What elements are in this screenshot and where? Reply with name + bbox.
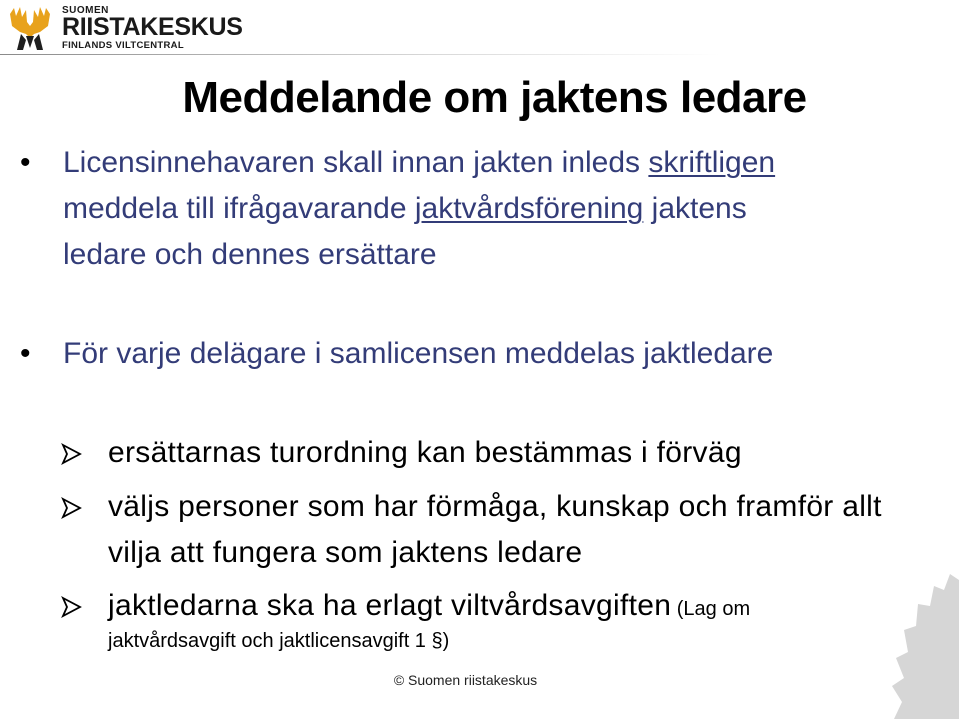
logo (4, 2, 244, 54)
subbullet-2-text: väljs personer som har förmåga, kunskap och framför allt vilja att fungera som jaktens ledare (108, 490, 882, 569)
slide-title: Meddelande om jaktens ledare (182, 73, 807, 122)
bullet-2-text: För varje delägare i samlicensen meddelas jaktledare (63, 337, 774, 370)
subbullet-3-law-reference: (Lag om (671, 598, 751, 620)
subbullet-3-text (108, 583, 948, 632)
bullet-1-part: meddela till ifrågavarande (63, 192, 415, 225)
bullet-1 (0, 140, 959, 324)
logo-top-text: SUOMEN (62, 5, 109, 16)
moose-antler-logo-icon (4, 4, 56, 52)
footer-text: © Suomen riistakeskus (393, 672, 538, 688)
bullet-2 (0, 331, 959, 423)
bullet-1-part: jaktens ledare och dennes ersättare (63, 192, 747, 271)
arrow-bullet-icon (60, 497, 82, 519)
bullet-1-underlined-jaktvardsforening: jaktvårdsförening (414, 192, 644, 225)
bullet-1-text (63, 140, 823, 278)
bullet-dot-icon: • (20, 337, 31, 370)
arrow-bullet-icon (60, 443, 82, 465)
subbullet-3-main: jaktledarna ska ha erlagt viltvårdsavgiften (108, 589, 672, 622)
bullet-dot-icon: • (20, 146, 31, 179)
logo-sub-text: FINLANDS VILTCENTRAL (62, 40, 184, 51)
footer-copyright (0, 672, 959, 688)
bullet-1-underlined-skriftligen: skriftligen (648, 146, 776, 179)
logo-main-text: RIISTAKESKUS (62, 13, 243, 41)
subbullet-3-law-reference-continued: jaktvårdsavgift och jaktlicensavgift 1 §) (108, 630, 450, 652)
header-divider (0, 54, 720, 55)
bullet-1-part: Licensinnehavaren skall innan jakten inleds (63, 146, 649, 179)
arrow-bullet-icon (60, 596, 82, 618)
subbullet-1-text: ersättarnas turordning kan bestämmas i förväg (108, 436, 742, 469)
